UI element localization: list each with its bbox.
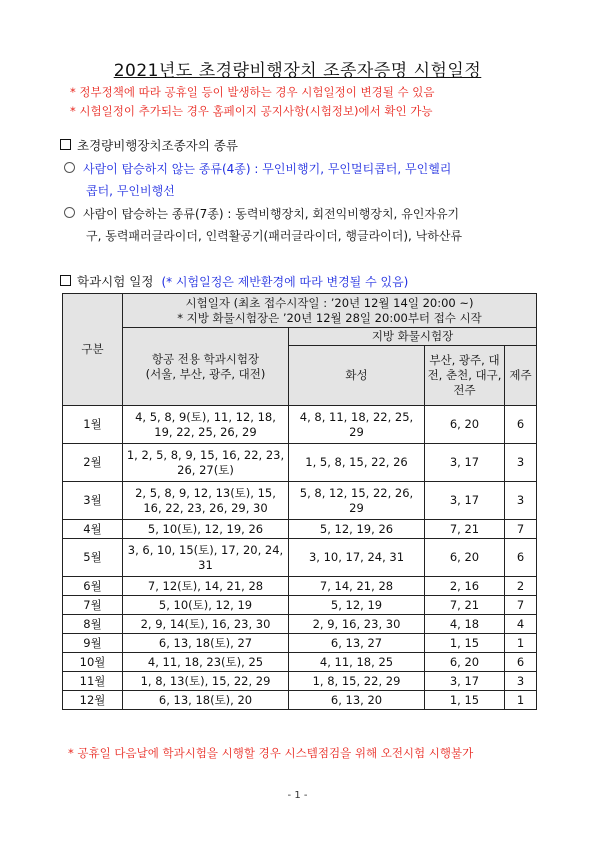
cell-jeju-dates: 1 [505, 691, 537, 710]
table-row [63, 482, 537, 520]
cell-jeju-dates: 3 [505, 672, 537, 691]
cell-dedicated-dates: 6, 13, 18(토), 27 [123, 634, 289, 653]
cell-hwaseong-dates: 3, 10, 17, 24, 31 [289, 539, 425, 577]
cell-jeju-dates: 6 [505, 653, 537, 672]
square-bullet-icon [60, 139, 71, 150]
cell-jeju-dates: 7 [505, 520, 537, 539]
dedicated-cities: (서울, 부산, 광주, 대전) [145, 366, 266, 381]
cell-jeju-dates: 4 [505, 615, 537, 634]
table-row [63, 653, 537, 672]
page-number: - 1 - [287, 790, 308, 801]
cell-dedicated-dates: 2, 9, 14(토), 16, 23, 30 [123, 615, 289, 634]
table-row [63, 691, 537, 710]
cell-multi-city-dates: 4, 18 [425, 615, 505, 634]
header-multi-city: 부산, 광주, 대전, 춘천, 대구, 전주 [425, 346, 505, 406]
circle-bullet-icon [64, 207, 75, 218]
table-row [63, 634, 537, 653]
table-row [63, 520, 537, 539]
cell-month: 2월 [63, 444, 123, 482]
cell-month: 1월 [63, 406, 123, 444]
cell-month: 12월 [63, 691, 123, 710]
exam-schedule-table [62, 293, 537, 710]
table-row [63, 406, 537, 444]
cell-jeju-dates: 6 [505, 539, 537, 577]
list-item-unmanned [64, 158, 554, 202]
cell-month: 4월 [63, 520, 123, 539]
cell-jeju-dates: 3 [505, 482, 537, 520]
cell-month: 9월 [63, 634, 123, 653]
cell-jeju-dates: 6 [505, 406, 537, 444]
cell-hwaseong-dates: 7, 14, 21, 28 [289, 577, 425, 596]
cell-dedicated-dates: 2, 5, 8, 9, 12, 13(토), 15, 16, 22, 23, 26, 29, 30 [123, 482, 289, 520]
cell-month: 3월 [63, 482, 123, 520]
circle-bullet-icon [64, 162, 75, 173]
section-types-title: 초경량비행장치조종자의 종류 [77, 138, 238, 153]
section-types-heading [60, 136, 238, 154]
cell-hwaseong-dates: 6, 13, 20 [289, 691, 425, 710]
list-item-manned [64, 203, 554, 247]
cell-dedicated-dates: 1, 8, 13(토), 15, 22, 29 [123, 672, 289, 691]
cell-hwaseong-dates: 5, 8, 12, 15, 22, 26, 29 [289, 482, 425, 520]
table-row [63, 596, 537, 615]
cell-multi-city-dates: 3, 17 [425, 672, 505, 691]
cell-month: 10월 [63, 653, 123, 672]
cell-jeju-dates: 7 [505, 596, 537, 615]
cell-hwaseong-dates: 4, 11, 18, 25 [289, 653, 425, 672]
cell-hwaseong-dates: 4, 8, 11, 18, 22, 25, 29 [289, 406, 425, 444]
table-row [63, 539, 537, 577]
header-jeju: 제주 [505, 346, 537, 406]
cell-month: 11월 [63, 672, 123, 691]
footnote: * 공휴일 다음날에 학과시험을 시행할 경우 시스템점검을 위해 오전시험 시행불가 [68, 746, 474, 760]
cell-multi-city-dates: 6, 20 [425, 653, 505, 672]
unmanned-label: 사람이 탑승하지 않는 종류(4종) : [83, 162, 259, 176]
exam-date-detail: (최초 접수시작일 : ’20년 12월 14일 20:00 ~) [233, 295, 474, 310]
table-row [63, 672, 537, 691]
cell-jeju-dates: 3 [505, 444, 537, 482]
cell-month: 5월 [63, 539, 123, 577]
cell-dedicated-dates: 5, 10(토), 12, 19, 26 [123, 520, 289, 539]
cell-multi-city-dates: 3, 17 [425, 482, 505, 520]
exam-date-note: * 지방 화물시험장은 ’20년 12월 28일 20:00부터 접수 시작 [177, 310, 482, 325]
cell-dedicated-dates: 5, 10(토), 12, 19 [123, 596, 289, 615]
cell-month: 8월 [63, 615, 123, 634]
cell-multi-city-dates: 7, 21 [425, 520, 505, 539]
cell-month: 7월 [63, 596, 123, 615]
cell-multi-city-dates: 2, 16 [425, 577, 505, 596]
cell-dedicated-dates: 6, 13, 18(토), 20 [123, 691, 289, 710]
cell-hwaseong-dates: 2, 9, 16, 23, 30 [289, 615, 425, 634]
cell-multi-city-dates: 3, 17 [425, 444, 505, 482]
unmanned-types-line1: 무인비행기, 무인멀티콥터, 무인헬리 [262, 162, 452, 176]
manned-types-line2: 구, 동력패러글라이더, 인력활공기(패러글라이더, 행글라이더), 낙하산류 [86, 229, 463, 243]
notice-line-1: * 정부정책에 따라 공휴일 등이 발생하는 경우 시험일정이 변경될 수 있음 [70, 85, 435, 99]
header-category: 구분 [63, 294, 123, 406]
exam-date-label: 시험일자 [185, 295, 230, 310]
unmanned-types-line2: 콥터, 무인비행선 [86, 184, 175, 198]
cell-dedicated-dates: 1, 2, 5, 8, 9, 15, 16, 22, 23, 26, 27(토) [123, 444, 289, 482]
notice-line-2: * 시험일정이 추가되는 경우 홈페이지 공지사항(시험정보)에서 확인 가능 [70, 104, 433, 118]
section-schedule-heading [60, 272, 408, 290]
cell-multi-city-dates: 6, 20 [425, 539, 505, 577]
cell-multi-city-dates: 1, 15 [425, 691, 505, 710]
header-hwaseong: 화성 [289, 346, 425, 406]
header-local-cargo: 지방 화물시험장 [289, 328, 537, 346]
cell-multi-city-dates: 6, 20 [425, 406, 505, 444]
table-row [63, 615, 537, 634]
cell-multi-city-dates: 1, 15 [425, 634, 505, 653]
table-row [63, 444, 537, 482]
cell-dedicated-dates: 4, 5, 8, 9(토), 11, 12, 18, 19, 22, 25, 26, 29 [123, 406, 289, 444]
manned-types-line1: 동력비행장치, 회전익비행장치, 유인자유기 [235, 207, 460, 221]
cell-hwaseong-dates: 5, 12, 19, 26 [289, 520, 425, 539]
cell-hwaseong-dates: 1, 5, 8, 15, 22, 26 [289, 444, 425, 482]
header-exam-date [123, 294, 537, 328]
cell-dedicated-dates: 3, 6, 10, 15(토), 17, 20, 24, 31 [123, 539, 289, 577]
page-title: 2021년도 초경량비행장치 조종자증명 시험일정 [113, 61, 482, 81]
table-row [63, 577, 537, 596]
cell-jeju-dates: 1 [505, 634, 537, 653]
header-dedicated [123, 328, 289, 406]
manned-label: 사람이 탑승하는 종류(7종) : [83, 207, 232, 221]
cell-hwaseong-dates: 6, 13, 27 [289, 634, 425, 653]
cell-jeju-dates: 2 [505, 577, 537, 596]
cell-multi-city-dates: 7, 21 [425, 596, 505, 615]
section-schedule-title: 학과시험 일정 [77, 274, 154, 289]
cell-hwaseong-dates: 5, 12, 19 [289, 596, 425, 615]
schedule-change-note: (* 시험일정은 제반환경에 따라 변경될 수 있음) [161, 275, 409, 289]
cell-dedicated-dates: 7, 12(토), 14, 21, 28 [123, 577, 289, 596]
cell-month: 6월 [63, 577, 123, 596]
cell-hwaseong-dates: 1, 8, 15, 22, 29 [289, 672, 425, 691]
square-bullet-icon [60, 275, 71, 286]
cell-dedicated-dates: 4, 11, 18, 23(토), 25 [123, 653, 289, 672]
dedicated-title: 항공 전용 학과시험장 [151, 351, 260, 366]
